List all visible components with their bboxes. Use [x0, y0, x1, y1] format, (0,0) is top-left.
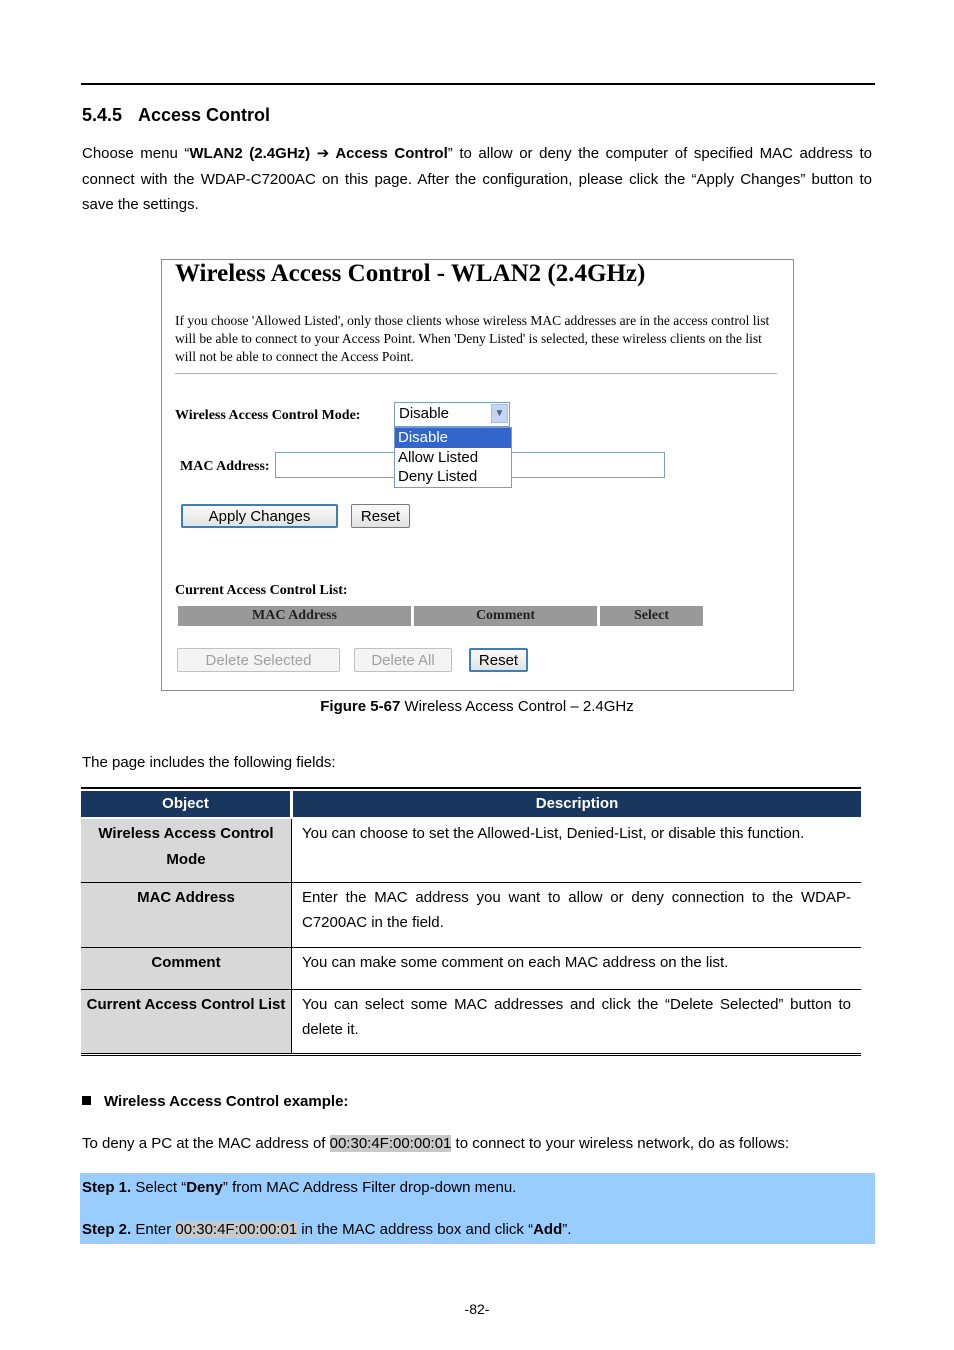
- fields-intro: The page includes the following fields:: [82, 754, 336, 771]
- mode-select-value: Disable: [399, 405, 450, 422]
- table-row: [81, 989, 861, 1053]
- caption-label: Figure 5-67: [320, 698, 401, 715]
- example-heading-text: Wireless Access Control example:: [104, 1093, 349, 1110]
- delete-all-button[interactable]: Delete All: [354, 648, 452, 672]
- mode-option-deny-listed[interactable]: Deny Listed: [398, 468, 478, 485]
- intro-paragraph: [82, 141, 872, 218]
- list-col-select: Select: [600, 606, 703, 626]
- step-1-pre: Select “: [131, 1179, 187, 1196]
- step-1-post: ” from MAC Address Filter drop-down menu.: [222, 1179, 517, 1196]
- step-2-mid: in the MAC address box and click “: [297, 1221, 534, 1238]
- example-heading: [82, 1093, 348, 1110]
- list-label: Current Access Control List:: [175, 583, 348, 598]
- table-row: [81, 818, 861, 882]
- row-description: Enter the MAC address you want to allow or deny connection to the WDAP-C7200AC in the field.: [292, 882, 862, 947]
- example-paragraph: [82, 1135, 789, 1152]
- section-number: 5.4.5: [82, 105, 123, 125]
- step-1-label: Step 1.: [82, 1179, 132, 1196]
- steps-box: [80, 1173, 875, 1244]
- mac-label: MAC Address:: [180, 459, 270, 474]
- mode-dropdown-list[interactable]: [394, 427, 512, 488]
- mode-option-disable[interactable]: Disable: [395, 428, 511, 448]
- figure-caption: [0, 698, 954, 715]
- step-2-pre: Enter: [131, 1221, 176, 1238]
- step-1: [82, 1179, 516, 1196]
- header-description: Description: [292, 790, 862, 818]
- intro-text-1: Choose menu “: [82, 145, 190, 162]
- row-description: You can choose to set the Allowed-List, Denied-List, or disable this function.: [292, 818, 862, 882]
- chevron-down-icon[interactable]: ▼: [491, 404, 508, 423]
- delete-selected-button[interactable]: Delete Selected: [177, 648, 340, 672]
- step-2: [82, 1221, 571, 1238]
- top-rule: [81, 83, 875, 85]
- screenshot-figure: [161, 259, 794, 691]
- row-object: Comment: [81, 947, 292, 989]
- list-reset-button[interactable]: Reset: [469, 648, 528, 672]
- example-text-after: to connect to your wireless network, do as follows:: [451, 1135, 790, 1152]
- header-object: Object: [81, 790, 292, 818]
- step-2-post: ”.: [562, 1221, 572, 1238]
- row-description: You can make some comment on each MAC address on the list.: [292, 947, 862, 989]
- list-col-mac: MAC Address: [178, 606, 411, 626]
- step-2-label: Step 2.: [82, 1221, 132, 1238]
- step-2-mac-highlight: 00:30:4F:00:00:01: [175, 1221, 298, 1238]
- mode-label: Wireless Access Control Mode:: [175, 408, 361, 423]
- example-mac-highlight: 00:30:4F:00:00:01: [329, 1135, 452, 1152]
- step-1-bold: Deny: [186, 1179, 223, 1196]
- wac-title: Wireless Access Control - WLAN2 (2.4GHz): [175, 260, 646, 287]
- wac-divider: [175, 373, 777, 374]
- fields-table: [81, 787, 861, 1056]
- mode-select[interactable]: [394, 402, 510, 427]
- step-2-bold: Add: [533, 1221, 563, 1238]
- square-bullet-icon: [82, 1096, 91, 1105]
- row-object: Current Access Control List: [81, 989, 292, 1053]
- intro-menu-path: WLAN2 (2.4GHz) ➔ Access Control: [189, 145, 448, 162]
- mode-option-allow-listed[interactable]: Allow Listed: [398, 448, 479, 466]
- table-row: [81, 947, 861, 989]
- page-number: -82-: [464, 1301, 490, 1317]
- section-heading: [82, 105, 270, 126]
- row-object: Wireless Access Control Mode: [81, 818, 292, 882]
- row-description: You can select some MAC addresses and click the “Delete Selected” button to delete it.: [302, 995, 851, 1038]
- intro-text-2: ” to allow or deny the computer of specified MAC address to connect with the WDAP-C7200AC on this page. After the configuration, please click the “Apply Changes” button to save the settings.: [82, 145, 872, 213]
- wac-description: If you choose 'Allowed Listed', only those clients whose wireless MAC addresses are in the access control list will be able to connect to your Access Point. When 'Deny Listed' is selected, these wireless clients on the list will not be able to connect the Access Point.: [175, 313, 770, 364]
- reset-button[interactable]: Reset: [351, 504, 410, 528]
- row-object: MAC Address: [81, 882, 292, 947]
- table-row: [81, 882, 861, 947]
- example-text-before: To deny a PC at the MAC address of: [82, 1135, 330, 1152]
- list-col-comment: Comment: [414, 606, 597, 626]
- caption-text: Wireless Access Control – 2.4GHz: [400, 698, 634, 715]
- apply-changes-button[interactable]: Apply Changes: [181, 504, 338, 528]
- section-title: Access Control: [138, 105, 271, 125]
